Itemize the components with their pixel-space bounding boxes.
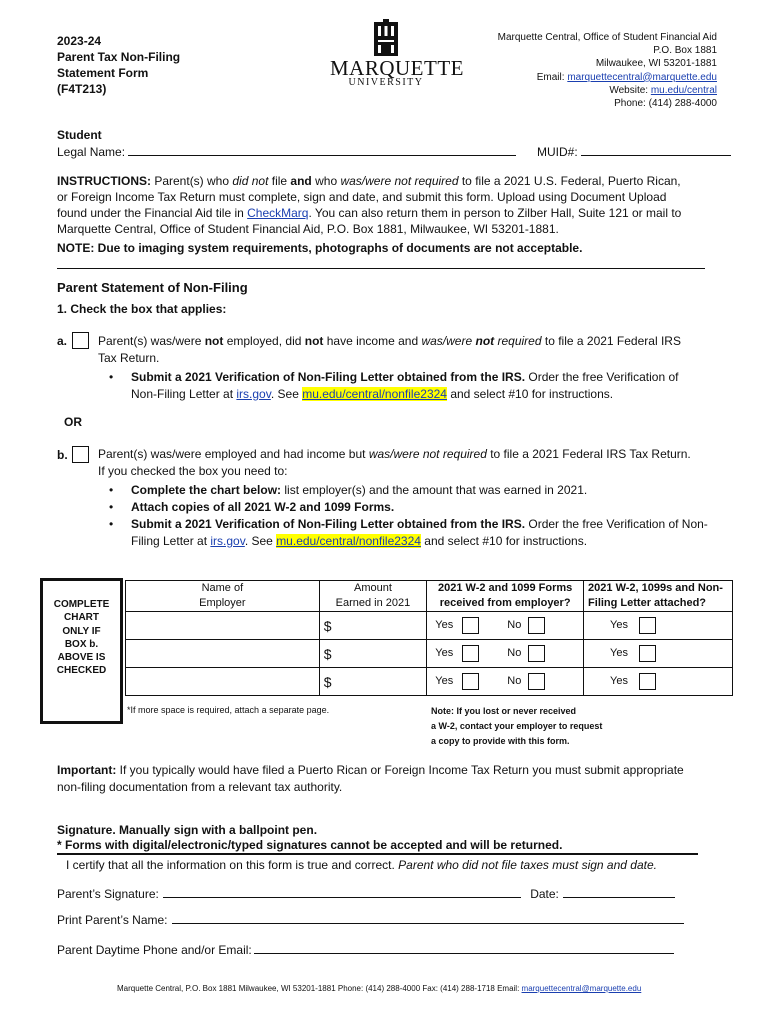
form-title <box>57 33 180 97</box>
signature-title: Signature. Manually sign with a ballpoint pen. <box>57 823 318 837</box>
section-divider <box>57 268 705 269</box>
employer-chart <box>125 580 733 696</box>
signature-divider <box>57 853 698 855</box>
office-email: Email: marquettecentral@marquette.edu <box>536 71 717 83</box>
option-a-text: Parent(s) was/were not employed, did not have income and was/were not required to file a 2021 Federal IRS Tax Return. <box>98 334 681 365</box>
option-a-checkbox[interactable] <box>72 332 89 349</box>
or-separator: OR <box>64 415 82 429</box>
date-field[interactable] <box>563 885 675 898</box>
tower-icon <box>366 18 406 58</box>
office-contact <box>498 31 717 110</box>
muid-label: MUID#: <box>537 145 578 159</box>
nonfile-link-b[interactable]: mu.edu/central/nonfile2324 <box>276 534 421 548</box>
legal-name-field[interactable] <box>128 143 516 156</box>
form-name-line1: Parent Tax Non-Filing <box>57 50 181 64</box>
w2-note: Note: If you lost or never received a W-2, contact your employer to request a copy to provide with this form. <box>431 706 603 746</box>
col-employer-header: Name of Employer <box>126 581 320 612</box>
col-amount-header: Amount Earned in 2021 <box>319 581 427 612</box>
employer-name-cell[interactable] <box>126 668 320 696</box>
office-city: Milwaukee, WI 53201-1881 <box>595 58 717 70</box>
received-cell: Yes No <box>427 612 584 640</box>
important-note: Important: If you typically would have filed a Puerto Rican or Foreign Income Tax Return you must submit appropriate non-filing documentation from a relevant tax authority. <box>57 763 684 794</box>
logo-wordmark: MARQUETTE <box>330 56 464 80</box>
table-row <box>126 612 733 640</box>
received-yes-checkbox[interactable] <box>462 617 479 634</box>
form-name-line2: Statement Form <box>57 66 149 80</box>
date-label: Date: <box>530 887 559 901</box>
option-b-bullet-3: • Submit a 2021 Verification of Non-Filing Letter obtained from the IRS. Order the free Verification of Non- <box>131 516 741 533</box>
received-no-checkbox[interactable] <box>528 645 545 662</box>
option-b-bullets: • Complete the chart below: list employer(s) and the amount that was earned in 2021. • Attach copies of all 2021 W-2 and 1099 Forms. • Submit a 2021 Verification of Non-Filing Letter obtained from the IRS. Order the free Verification of Non- Filing Letter at irs.gov. See mu.edu/central/nonfile2324 and select #10 for instructions. <box>131 482 741 550</box>
office-email-link[interactable]: marquettecentral@marquette.edu <box>567 71 717 83</box>
option-b-text: Parent(s) was/were employed and had income but was/were not required to file a 2021 Federal IRS Tax Return. If you checked the box you need to: <box>98 447 691 478</box>
page-footer: Marquette Central, P.O. Box 1881 Milwaukee, WI 53201-1881 Phone: (414) 288-4000 Fax: (414) 288-1718 Email: marquettecentral@marquette.edu <box>117 984 642 993</box>
checkmarq-link[interactable]: CheckMarq <box>247 206 309 220</box>
table-row <box>126 640 733 668</box>
phone-email-field[interactable] <box>254 941 674 954</box>
print-name-label: Print Parent’s Name: <box>57 913 168 927</box>
attached-yes-checkbox[interactable] <box>639 645 656 662</box>
student-section <box>57 127 516 160</box>
chart-side-label: COMPLETE CHART ONLY IF BOX b. ABOVE IS CHECKED <box>40 578 123 724</box>
signature-warning: * Forms with digital/electronic/typed signatures cannot be accepted and will be returned. <box>57 838 563 852</box>
irs-link-b[interactable]: irs.gov <box>210 534 245 548</box>
muid-group <box>537 143 731 160</box>
parent-signature-label: Parent’s Signature: <box>57 887 159 901</box>
student-label: Student <box>57 128 102 142</box>
signature-heading <box>57 823 562 853</box>
attached-cell: Yes <box>584 612 733 640</box>
attached-cell: Yes <box>584 640 733 668</box>
parent-signature-row <box>57 885 675 902</box>
received-yes-checkbox[interactable] <box>462 673 479 690</box>
footer-email-link[interactable]: marquettecentral@marquette.edu <box>521 984 642 993</box>
attached-cell: Yes <box>584 668 733 696</box>
option-b-bullet-1: • Complete the chart below: list employer(s) and the amount that was earned in 2021. <box>131 482 741 499</box>
form-code: (F4T213) <box>57 82 107 96</box>
section-title: Parent Statement of Non-Filing <box>57 280 248 295</box>
amount-cell[interactable]: $ <box>319 612 427 640</box>
chart-footnote: *If more space is required, attach a separate page. <box>127 705 330 715</box>
employer-name-cell[interactable] <box>126 640 320 668</box>
legal-name-label: Legal Name: <box>57 145 126 159</box>
amount-cell[interactable]: $ <box>319 668 427 696</box>
received-no-checkbox[interactable] <box>528 673 545 690</box>
attached-yes-checkbox[interactable] <box>639 617 656 634</box>
irs-link-a[interactable]: irs.gov <box>236 387 271 401</box>
office-po-box: P.O. Box 1881 <box>653 45 717 57</box>
received-yes-checkbox[interactable] <box>462 645 479 662</box>
instructions: INSTRUCTIONS: Parent(s) who did not file and who was/were not required to file a 2021 U.S. Federal, Puerto Rican, or Foreign Income Tax Return must complete, sign and date, and submit this form. Upload using Document Upload found under the Financial Aid tile in CheckMarq. You can also return them in person to Zilber Hall, Suite 121 or mail to Marquette Central, Office of Student Financial Aid, P.O. Box 1881, Milwaukee, WI 53201-1881. <box>57 174 682 236</box>
logo-subtitle: UNIVERSITY <box>348 77 424 88</box>
employer-name-cell[interactable] <box>126 612 320 640</box>
option-a-letter: a. <box>57 334 68 348</box>
office-phone: Phone: (414) 288-4000 <box>614 98 717 110</box>
col-attached-header: 2021 W-2, 1099s and Non- Filing Letter attached? <box>584 581 733 612</box>
imaging-note: NOTE: Due to imaging system requirements, photographs of documents are not acceptable. <box>57 241 583 255</box>
nonfile-link-a[interactable]: mu.edu/central/nonfile2324 <box>302 387 447 401</box>
office-website-link[interactable]: mu.edu/central <box>650 84 717 96</box>
phone-email-label: Parent Daytime Phone and/or Email: <box>57 943 252 957</box>
option-b-letter: b. <box>57 448 68 462</box>
marquette-logo <box>330 18 464 88</box>
step-1-instruction: 1. Check the box that applies: <box>57 302 227 316</box>
phone-email-row <box>57 941 674 958</box>
chart-header-row <box>126 581 733 612</box>
received-no-checkbox[interactable] <box>528 617 545 634</box>
attached-yes-checkbox[interactable] <box>639 673 656 690</box>
amount-cell[interactable]: $ <box>319 640 427 668</box>
print-name-row <box>57 911 684 928</box>
received-cell: Yes No <box>427 640 584 668</box>
office-name: Marquette Central, Office of Student Financial Aid <box>497 32 717 43</box>
received-cell: Yes No <box>427 668 584 696</box>
office-website: Website: mu.edu/central <box>609 84 717 96</box>
option-b-bullet-2: • Attach copies of all 2021 W-2 and 1099 Forms. <box>131 499 741 516</box>
form-year: 2023-24 <box>57 34 102 48</box>
table-row <box>126 668 733 696</box>
option-b-checkbox[interactable] <box>72 446 89 463</box>
certification: I certify that all the information on this form is true and correct. Parent who did not file taxes must sign and date. <box>66 858 657 872</box>
parent-signature-field[interactable] <box>163 885 521 898</box>
muid-field[interactable] <box>581 143 731 156</box>
print-name-field[interactable] <box>172 911 684 924</box>
option-a-bullet: • Submit a 2021 Verification of Non-Filing Letter obtained from the IRS. Order the free Verification of Non-Filing Letter at irs.gov. See mu.edu/central/nonfile2324 and select #10 for instructions. <box>131 369 721 403</box>
col-received-header: 2021 W-2 and 1099 Forms received from employer? <box>427 581 584 612</box>
